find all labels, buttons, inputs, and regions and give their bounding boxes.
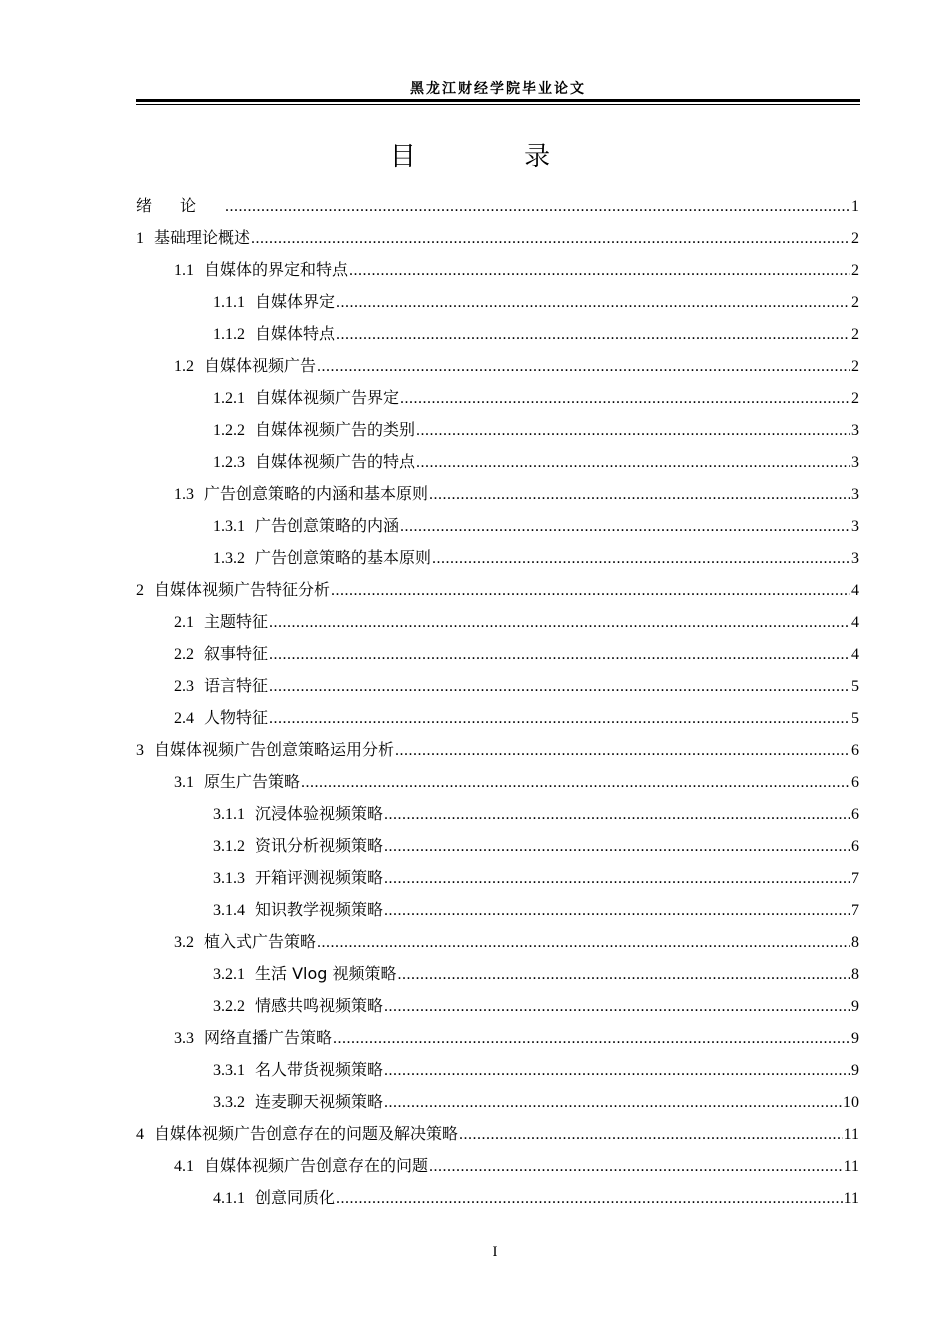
toc-dot-leader bbox=[384, 831, 850, 863]
toc-dot-leader bbox=[429, 1151, 843, 1183]
toc-entry-title: 知识教学视频策略 bbox=[255, 900, 384, 919]
toc-entry-title: 基础理论概述 bbox=[154, 228, 251, 247]
toc-entry-title: 创意同质化 bbox=[255, 1188, 336, 1207]
toc-entry[interactable] bbox=[136, 190, 859, 222]
toc-entry-page: 10 bbox=[843, 1094, 859, 1111]
toc-entry-number: 3.3 bbox=[174, 1030, 194, 1047]
toc-entry-number: 1.1.1 bbox=[213, 294, 245, 311]
toc-entry-title: 名人带货视频策略 bbox=[255, 1060, 384, 1079]
toc-entry-label bbox=[174, 1150, 428, 1183]
toc-entry-title: 自媒体视频广告的类别 bbox=[255, 420, 416, 439]
header-rule-thin bbox=[136, 104, 860, 105]
toc-dot-leader bbox=[349, 255, 850, 287]
toc-entry-number: 3.2.2 bbox=[213, 998, 245, 1015]
toc-entry-title: 主题特征 bbox=[204, 612, 269, 631]
toc-entry-page: 6 bbox=[851, 806, 859, 823]
toc-entry-number: 1.1.2 bbox=[213, 326, 245, 343]
toc-entry-label bbox=[213, 1182, 335, 1215]
toc-entry-label bbox=[136, 190, 224, 222]
toc-dot-leader bbox=[251, 223, 850, 255]
toc-entry[interactable] bbox=[136, 862, 859, 894]
toc-entry-label bbox=[213, 1054, 383, 1087]
toc-entry-label bbox=[136, 222, 250, 255]
toc-dot-leader bbox=[416, 415, 850, 447]
toc-entry-page: 6 bbox=[851, 774, 859, 791]
toc-entry[interactable] bbox=[136, 702, 859, 734]
toc-entry-page: 2 bbox=[851, 262, 859, 279]
toc-entry-number: 4.1.1 bbox=[213, 1190, 245, 1207]
toc-entry-title: 广告创意策略的内涵和基本原则 bbox=[204, 484, 429, 503]
toc-entry[interactable] bbox=[136, 254, 859, 286]
toc-entry-number: 3.1 bbox=[174, 774, 194, 791]
toc-entry-title: 自媒体界定 bbox=[255, 292, 336, 311]
toc-entry-page: 5 bbox=[851, 678, 859, 695]
toc-entry-title: 叙事特征 bbox=[204, 644, 269, 663]
running-header: 黑龙江财经学院毕业论文 bbox=[410, 81, 586, 97]
toc-title: 目 录 bbox=[389, 142, 601, 172]
toc-entry-page: 1 bbox=[851, 198, 859, 215]
toc-entry-label bbox=[174, 766, 300, 799]
toc-entry-number: 1.2.2 bbox=[213, 422, 245, 439]
toc-entry[interactable] bbox=[136, 734, 859, 766]
toc-entry-number: 3.1.3 bbox=[213, 870, 245, 887]
toc-entry[interactable] bbox=[136, 638, 859, 670]
toc-dot-leader bbox=[336, 287, 850, 319]
toc-entry[interactable] bbox=[136, 318, 859, 350]
toc-dot-leader bbox=[395, 735, 850, 767]
toc-entry-label bbox=[213, 542, 431, 575]
toc-entry-label bbox=[213, 286, 335, 319]
toc-entry-label bbox=[136, 734, 394, 767]
toc-entry-label bbox=[174, 926, 316, 959]
toc-entry[interactable] bbox=[136, 670, 859, 702]
toc-entry-page: 3 bbox=[851, 486, 859, 503]
toc-entry-page: 6 bbox=[851, 742, 859, 759]
toc-entry-page: 6 bbox=[851, 838, 859, 855]
toc-entry[interactable] bbox=[136, 222, 859, 254]
toc-dot-leader bbox=[269, 703, 850, 735]
toc-entry-page: 2 bbox=[851, 326, 859, 343]
toc-entry-number: 3.3.1 bbox=[213, 1062, 245, 1079]
toc-entry-title: 自媒体视频广告创意存在的问题及解决策略 bbox=[154, 1124, 459, 1143]
toc-entry-number: 1 bbox=[136, 230, 144, 247]
toc-entry-page: 3 bbox=[851, 454, 859, 471]
toc-entry-title: 开箱评测视频策略 bbox=[255, 868, 384, 887]
toc-entry-label bbox=[213, 382, 399, 415]
toc-entry[interactable] bbox=[136, 1054, 859, 1086]
toc-entry[interactable] bbox=[136, 382, 859, 414]
toc-dot-leader bbox=[384, 895, 850, 927]
toc-dot-leader bbox=[225, 191, 850, 223]
toc-entry-title: 自媒体视频广告的特点 bbox=[255, 452, 416, 471]
toc-entry-page: 7 bbox=[851, 902, 859, 919]
toc-entry-title: 沉浸体验视频策略 bbox=[255, 804, 384, 823]
toc-entry[interactable] bbox=[136, 542, 859, 574]
table-of-contents bbox=[136, 190, 859, 1214]
toc-entry-number: 3 bbox=[136, 742, 144, 759]
toc-dot-leader bbox=[400, 383, 850, 415]
toc-entry-label bbox=[213, 1086, 383, 1119]
toc-entry[interactable] bbox=[136, 894, 859, 926]
toc-entry-label bbox=[174, 350, 316, 383]
toc-entry-label bbox=[213, 958, 397, 991]
toc-entry[interactable] bbox=[136, 990, 859, 1022]
toc-entry-page: 2 bbox=[851, 230, 859, 247]
toc-entry-title: 广告创意策略的基本原则 bbox=[255, 548, 432, 567]
toc-entry-page: 9 bbox=[851, 1030, 859, 1047]
toc-dot-leader bbox=[398, 959, 850, 991]
toc-entry-number: 1.2.3 bbox=[213, 454, 245, 471]
toc-entry-label bbox=[136, 1118, 458, 1151]
toc-entry-number: 4 bbox=[136, 1126, 144, 1143]
toc-entry-title: 情感共鸣视频策略 bbox=[255, 996, 384, 1015]
toc-entry-number: 3.1.2 bbox=[213, 838, 245, 855]
toc-entry-number: 1.2.1 bbox=[213, 390, 245, 407]
toc-entry-number: 2.4 bbox=[174, 710, 194, 727]
toc-entry[interactable] bbox=[136, 350, 859, 382]
toc-dot-leader bbox=[384, 1087, 842, 1119]
toc-entry-label bbox=[213, 798, 383, 831]
toc-entry-page: 11 bbox=[843, 1158, 859, 1175]
toc-dot-leader bbox=[317, 351, 850, 383]
toc-dot-leader bbox=[384, 991, 850, 1023]
toc-entry[interactable] bbox=[136, 478, 859, 510]
toc-dot-leader bbox=[336, 1183, 843, 1215]
toc-entry-number: 3.2.1 bbox=[213, 966, 245, 983]
toc-entry-label bbox=[174, 606, 268, 639]
toc-entry[interactable] bbox=[136, 926, 859, 958]
toc-entry[interactable] bbox=[136, 958, 859, 990]
toc-entry[interactable] bbox=[136, 1150, 859, 1182]
toc-entry-title: 自媒体特点 bbox=[255, 324, 336, 343]
toc-entry-page: 9 bbox=[851, 998, 859, 1015]
toc-entry-page: 4 bbox=[851, 582, 859, 599]
toc-entry-number: 1.3 bbox=[174, 486, 194, 503]
toc-entry-number: 1.2 bbox=[174, 358, 194, 375]
toc-entry-title: 自媒体视频广告 bbox=[204, 356, 317, 375]
toc-entry-page: 11 bbox=[843, 1190, 859, 1207]
toc-entry-title: 自媒体视频广告特征分析 bbox=[154, 580, 331, 599]
toc-entry-number: 2 bbox=[136, 582, 144, 599]
toc-entry-label bbox=[213, 318, 335, 351]
toc-entry[interactable] bbox=[136, 286, 859, 318]
toc-dot-leader bbox=[429, 479, 850, 511]
toc-entry-page: 8 bbox=[851, 966, 859, 983]
toc-entry-label bbox=[174, 254, 348, 287]
toc-entry-page: 2 bbox=[851, 358, 859, 375]
toc-entry-title: 资讯分析视频策略 bbox=[255, 836, 384, 855]
toc-entry[interactable] bbox=[136, 446, 859, 478]
toc-entry-label bbox=[136, 574, 330, 607]
toc-entry-number: 3.1.4 bbox=[213, 902, 245, 919]
toc-entry-label bbox=[213, 414, 415, 447]
toc-entry-label bbox=[213, 990, 383, 1023]
toc-entry-title: 网络直播广告策略 bbox=[204, 1028, 333, 1047]
header-rule-thick bbox=[136, 99, 860, 102]
toc-entry-page: 7 bbox=[851, 870, 859, 887]
toc-dot-leader bbox=[459, 1119, 843, 1151]
toc-entry-title: 语言特征 bbox=[204, 676, 269, 695]
toc-dot-leader bbox=[301, 767, 850, 799]
toc-entry-label bbox=[213, 894, 383, 927]
toc-entry-number: 3.2 bbox=[174, 934, 194, 951]
toc-entry-number: 2.2 bbox=[174, 646, 194, 663]
toc-entry-title: 绪论 bbox=[136, 196, 225, 215]
toc-dot-leader bbox=[416, 447, 850, 479]
toc-entry-label bbox=[213, 862, 383, 895]
toc-entry[interactable] bbox=[136, 574, 859, 606]
toc-entry[interactable] bbox=[136, 1118, 859, 1150]
toc-entry-title: 自媒体视频广告界定 bbox=[255, 388, 400, 407]
toc-dot-leader bbox=[384, 863, 850, 895]
toc-entry-label bbox=[213, 510, 399, 543]
toc-entry-page: 4 bbox=[851, 646, 859, 663]
toc-entry[interactable] bbox=[136, 1182, 859, 1214]
toc-entry-title: 生活 Vlog 视频策略 bbox=[255, 964, 397, 983]
toc-dot-leader bbox=[432, 543, 850, 575]
toc-dot-leader bbox=[317, 927, 850, 959]
toc-entry-label bbox=[174, 702, 268, 735]
toc-entry-page: 9 bbox=[851, 1062, 859, 1079]
toc-entry[interactable] bbox=[136, 606, 859, 638]
toc-dot-leader bbox=[269, 639, 850, 671]
toc-dot-leader bbox=[333, 1023, 850, 1055]
toc-entry-label bbox=[213, 830, 383, 863]
toc-dot-leader bbox=[269, 671, 850, 703]
toc-entry[interactable] bbox=[136, 510, 859, 542]
toc-entry-page: 2 bbox=[851, 390, 859, 407]
toc-entry-label bbox=[174, 638, 268, 671]
toc-dot-leader bbox=[331, 575, 850, 607]
toc-entry-page: 11 bbox=[843, 1126, 859, 1143]
toc-entry-label bbox=[213, 446, 415, 479]
toc-entry-page: 3 bbox=[851, 550, 859, 567]
toc-entry-number: 3.3.2 bbox=[213, 1094, 245, 1111]
toc-entry-title: 自媒体视频广告创意存在的问题 bbox=[204, 1156, 429, 1175]
toc-entry[interactable] bbox=[136, 798, 859, 830]
toc-entry-title: 人物特征 bbox=[204, 708, 269, 727]
toc-entry-label bbox=[174, 1022, 332, 1055]
toc-entry-title: 自媒体视频广告创意策略运用分析 bbox=[154, 740, 395, 759]
toc-entry-number: 4.1 bbox=[174, 1158, 194, 1175]
toc-entry-number: 3.1.1 bbox=[213, 806, 245, 823]
toc-entry-page: 4 bbox=[851, 614, 859, 631]
toc-entry-page: 5 bbox=[851, 710, 859, 727]
toc-dot-leader bbox=[400, 511, 850, 543]
toc-dot-leader bbox=[384, 1055, 850, 1087]
toc-entry-page: 3 bbox=[851, 422, 859, 439]
toc-dot-leader bbox=[384, 799, 850, 831]
toc-entry-title: 自媒体的界定和特点 bbox=[204, 260, 349, 279]
toc-entry-number: 2.3 bbox=[174, 678, 194, 695]
toc-entry-title: 连麦聊天视频策略 bbox=[255, 1092, 384, 1111]
toc-entry-label bbox=[174, 670, 268, 703]
toc-entry-title: 原生广告策略 bbox=[204, 772, 301, 791]
toc-entry-label bbox=[174, 478, 428, 511]
page-number: I bbox=[492, 1244, 498, 1260]
toc-dot-leader bbox=[269, 607, 850, 639]
toc-entry-number: 2.1 bbox=[174, 614, 194, 631]
toc-entry[interactable] bbox=[136, 766, 859, 798]
toc-entry-page: 2 bbox=[851, 294, 859, 311]
toc-entry[interactable] bbox=[136, 830, 859, 862]
toc-entry-number: 1.3.1 bbox=[213, 518, 245, 535]
toc-entry-title: 植入式广告策略 bbox=[204, 932, 317, 951]
toc-entry[interactable] bbox=[136, 1086, 859, 1118]
toc-entry-number: 1.1 bbox=[174, 262, 194, 279]
toc-entry-number: 1.3.2 bbox=[213, 550, 245, 567]
toc-dot-leader bbox=[336, 319, 850, 351]
toc-entry[interactable] bbox=[136, 1022, 859, 1054]
toc-entry-page: 3 bbox=[851, 518, 859, 535]
toc-entry[interactable] bbox=[136, 414, 859, 446]
toc-entry-title: 广告创意策略的内涵 bbox=[255, 516, 400, 535]
toc-entry-page: 8 bbox=[851, 934, 859, 951]
